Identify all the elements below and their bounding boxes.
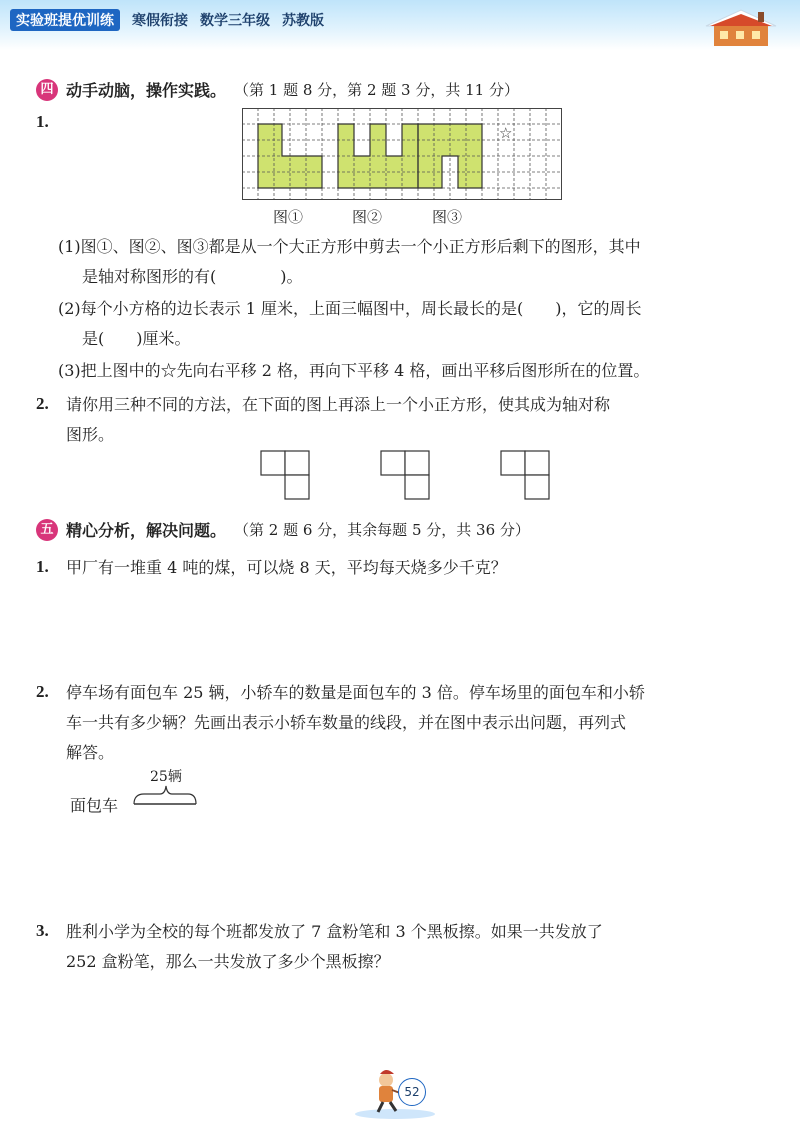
s4-q2-line1: 请你用三种不同的方法，在下面的图上再添上一个小正方形，使其成为轴对称 (66, 395, 611, 414)
s5-q2-line3: 解答。 (66, 743, 115, 762)
section-five-score: （第 2 题 6 分，其余每题 5 分，共 36 分） (234, 521, 530, 539)
s4-q1-number: 1. (36, 112, 49, 131)
caption-fig3: 图③ (432, 208, 463, 226)
bus-count-label: 25辆 (150, 769, 182, 785)
section-four-score: （第 1 题 8 分，第 2 题 3 分，共 11 分） (234, 81, 519, 99)
header-edition: 苏教版 (282, 13, 324, 29)
section-five-title: 精心分析，解决问题。 (66, 521, 227, 540)
s4-q1-sub1-line1: (1)图①、图②、图③都是从一个大正方形中剪去一个小正方形后剩下的图形，其中 (58, 237, 641, 256)
small-figure-3 (500, 450, 550, 500)
grid-figure (242, 108, 562, 204)
header-title (10, 9, 324, 31)
small-figure-1 (260, 450, 310, 500)
header-subtitle: 寒假衔接 (132, 13, 188, 29)
page-number: 52 (398, 1078, 426, 1106)
s5-q2-line2: 车一共有多少辆？先画出表示小轿车数量的线段，并在图中表示出问题，再列式 (66, 713, 627, 732)
s4-q2-line2: 图形。 (66, 425, 115, 444)
section-four-title: 动手动脑，操作实践。 (66, 81, 227, 100)
section-five-heading (36, 518, 530, 541)
s4-q2-number: 2. (36, 394, 49, 413)
caption-fig2: 图② (352, 208, 383, 226)
s4-q1-sub2-line1: (2)每个小方格的边长表示 1 厘米，上面三幅图中，周长最长的是( )，它的周长 (58, 299, 642, 318)
section-five-badge: 五 (36, 519, 58, 541)
star-mark: ☆ (499, 124, 513, 142)
s5-q3-line1: 胜利小学为全校的每个班都发放了 7 盒粉笔和 3 个黑板擦。如果一共发放了 (66, 922, 603, 941)
s5-q2-line1: 停车场有面包车 25 辆，小轿车的数量是面包车的 3 倍。停车场里的面包车和小轿 (66, 683, 645, 702)
small-figure-2 (380, 450, 430, 500)
house-icon (696, 6, 786, 48)
bus-segment (130, 784, 200, 808)
s5-q3-line2: 252 盒粉笔，那么一共发放了多少个黑板擦？ (66, 952, 390, 971)
caption-fig1: 图① (273, 208, 304, 226)
s5-q1-text: 甲厂有一堆重 4 吨的煤，可以烧 8 天，平均每天烧多少千克？ (66, 558, 507, 577)
section-four-heading (36, 78, 519, 101)
s4-q1-sub1-line2: 是轴对称图形的有( )。 (82, 267, 303, 286)
s4-q1-sub2-line2: 是( )厘米。 (82, 329, 191, 348)
bus-label: 面包车 (70, 796, 119, 815)
s5-q2-number: 2. (36, 682, 49, 701)
s5-q1-number: 1. (36, 557, 49, 576)
s5-q3-number: 3. (36, 921, 49, 940)
page-header (0, 0, 800, 50)
header-subject: 数学三年级 (200, 13, 270, 29)
s4-q1-sub3: (3)把上图中的☆先向右平移 2 格，再向下平移 4 格，画出平移后图形所在的位置。 (58, 361, 650, 380)
brand-label: 实验班提优训练 (10, 9, 120, 31)
section-four-badge: 四 (36, 79, 58, 101)
